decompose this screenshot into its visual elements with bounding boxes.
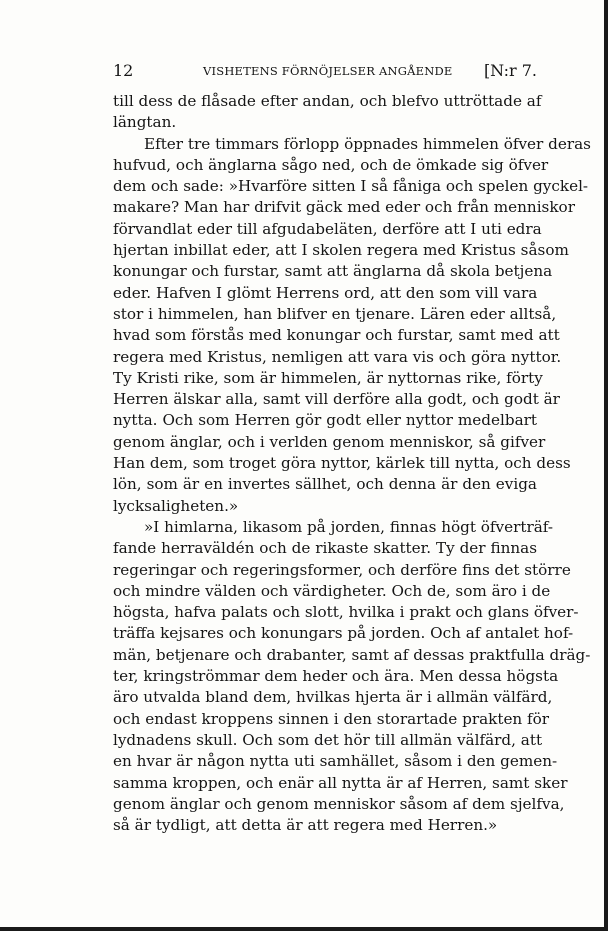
text-line: hvad som förstås med konungar och furstar, samt med att — [113, 326, 560, 345]
text-line: hjertan inbillat eder, att I skolen regera med Kristus såsom — [113, 241, 569, 260]
running-head-title: VISHETENS FÖRNÖJELSER ANGÅENDE — [203, 64, 453, 78]
text-line: regeringar och regeringsformer, och derföre fins det större — [113, 560, 571, 579]
paragraph-start-line: Efter tre timmars förlopp öppnades himmelen öfver deras — [144, 134, 591, 153]
text-line: konungar och furstar, samt att änglarna då skola betjena — [113, 262, 553, 281]
text-line: regera med Kristus, nemligen att vara vis och göra nyttor. — [113, 347, 562, 366]
scan-edge-right — [604, 0, 608, 931]
page-number: 12 — [113, 61, 134, 80]
text-line: genom änglar och genom menniskor såsom af dem sjelfva, — [113, 794, 565, 813]
text-line: träffa kejsares och konungars på jorden. Och af antalet hof- — [113, 624, 574, 643]
text-line: Herren älskar alla, samt vill derföre alla godt, och godt är — [113, 390, 560, 409]
text-line: och endast kroppens sinnen i den storartade prakten för — [113, 709, 550, 728]
text-line: hufvud, och änglarna sågo ned, och de ömkade sig öfver — [113, 155, 549, 174]
text-line: högsta, hafva palats och slott, hvilka i prakt och glans öfver- — [113, 603, 579, 622]
text-line: till dess de flåsade efter andan, och blefvo uttröttade af — [113, 92, 542, 110]
text-line: fande herraväldén och de rikaste skatter. Ty der finnas — [113, 539, 537, 558]
text-line: lön, som är en invertes sällhet, och denna är den eviga — [113, 475, 537, 494]
body-text — [113, 91, 591, 836]
text-line: samma kroppen, och enär all nytta är af Herren, samt sker — [113, 773, 568, 792]
text-line: män, betjenare och drabanter, samt af dessas praktfulla dräg- — [113, 645, 591, 664]
running-head — [113, 59, 537, 83]
text-line: makare? Man har drifvit gäck med eder och från menniskor — [113, 198, 575, 217]
chapter-number: [N:r 7. — [483, 61, 537, 80]
text-line: nytta. Och som Herren gör godt eller nyttor medelbart — [113, 411, 537, 430]
text-line: förvandlat eder till afgudabeläten, derföre att I uti edra — [113, 219, 542, 238]
text-line: ter, kringströmmar dem heder och ära. Men dessa högsta — [113, 667, 559, 686]
text-line: eder. Hafven I glömt Herrens ord, att den som vill vara — [113, 283, 538, 302]
paragraph-start-line: »I himlarna, likasom på jorden, finnas högt öfverträf- — [144, 517, 553, 536]
text-line: äro utvalda bland dem, hvilkas hjerta är i allmän välfärd, — [113, 688, 553, 707]
text-line: längtan. — [113, 113, 177, 132]
text-line: genom änglar, och i verlden genom menniskor, så gifver — [113, 432, 546, 451]
text-line: och mindre välden och värdigheter. Och de, som äro i de — [113, 581, 551, 600]
text-line: en hvar är någon nytta uti samhället, såsom i den gemen- — [113, 752, 558, 771]
scan-edge-bottom — [0, 927, 608, 931]
text-line: Han dem, som troget göra nyttor, kärlek till nytta, och dess — [113, 454, 571, 473]
text-line: dem och sade: »Hvarföre sitten I så fåniga och spelen gyckel- — [113, 177, 589, 196]
text-line: lydnadens skull. Och som det hör till allmän välfärd, att — [113, 730, 543, 749]
text-line: så är tydligt, att detta är att regera med Herren.» — [113, 816, 498, 835]
text-line: Ty Kristi rike, som är himmelen, är nyttornas rike, förty — [113, 368, 543, 387]
text-line: stor i himmelen, han blifver en tjenare. Lären eder alltså, — [113, 304, 557, 323]
text-line: lycksaligheten.» — [113, 496, 239, 515]
